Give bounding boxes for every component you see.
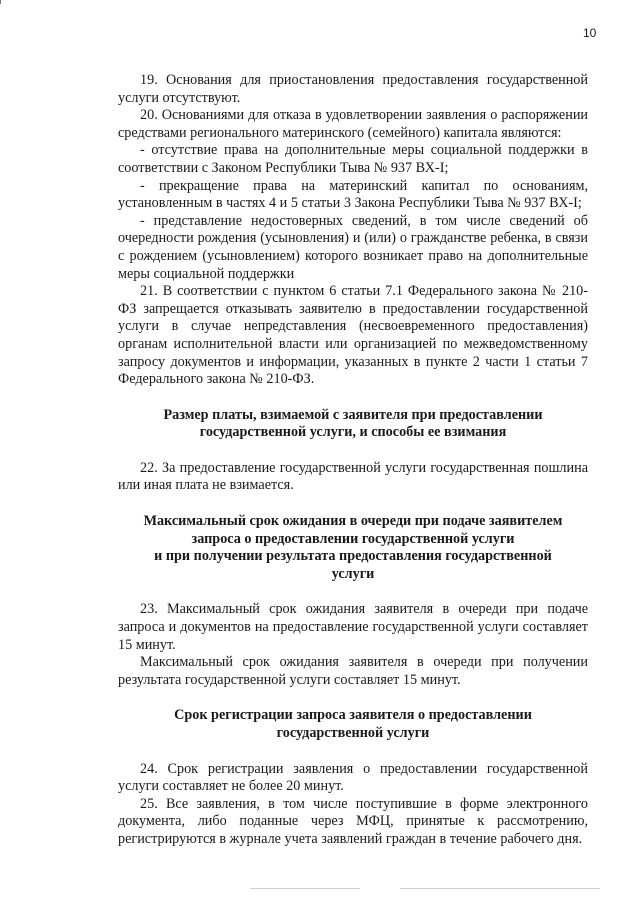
spacer: [118, 442, 588, 460]
heading-queue-line-4: услуги: [331, 565, 375, 582]
paragraph-19: 19. Основания для приостановления предоставления государственной услуги отсутствуют.: [118, 72, 588, 106]
paragraph-22: 22. За предоставление государственной услуги государственная пошлина или иная плата не взимается.: [118, 459, 588, 494]
paragraph-20-item-1: - отсутствие права на дополнительные меры социальной поддержки в соответствии с Законом Республики Тыва № 937 ВХ-I;: [118, 142, 588, 176]
spacer: [118, 583, 588, 601]
page-number: 10: [583, 26, 597, 40]
paragraph-24: 24. Срок регистрации заявления о предоставлении государственной услуги составляет не более 20 минут.: [118, 760, 588, 795]
paragraph-20-item-2: - прекращение права на материнский капитал по основаниям, установленным в частях 4 и 5 статьи 3 Закона Республики Тыва № 937 ВХ-I;: [118, 177, 588, 212]
document-body: [118, 72, 588, 849]
spacer: [118, 743, 588, 761]
heading-registration-line-2: государственной услуги: [276, 725, 430, 741]
heading-fee-line-2: государственной услуги, и способы ее взимания: [199, 424, 507, 441]
heading-queue: [118, 513, 588, 583]
paragraph-23: 23. Максимальный срок ожидания заявителя в очереди при подаче запроса и документов на предоставление государственной услуги составляет 15 минут.: [118, 601, 588, 653]
paragraph-20-item-3: - представление недостоверных сведений, в том числе сведений об очередности рождения (усыновления) и (или) о гражданстве ребенка, в связи с рождением (усыновлением) которого возникает право на дополнительные меры социальной поддержки: [118, 212, 588, 282]
heading-registration: [118, 707, 588, 742]
spacer: [118, 689, 588, 707]
heading-queue-line-1: Максимальный срок ожидания в очереди при подаче заявителем: [143, 513, 563, 530]
paragraph-20: 20. Основаниями для отказа в удовлетворении заявления о распоряжении средствами регионального материнского (семейного) капитала являются:: [118, 107, 588, 141]
heading-fee: [118, 407, 588, 442]
spacer: [118, 389, 588, 407]
paragraph-21: 21. В соответствии с пунктом 6 статьи 7.1 Федерального закона № 210-ФЗ запрещается отказывать заявителю в предоставлении государственной услуги в случае непредставления (несвоевременного предоставления) органам исполнительной власти или организацией по межведомственному запросу документов и информации, указанных в пункте 2 части 1 статьи 7 Федерального закона № 210-ФЗ.: [118, 283, 588, 388]
spacer: [118, 495, 588, 513]
heading-queue-line-2: запроса о предоставлении государственной услуги: [191, 530, 515, 547]
scan-artifact-line: [250, 888, 360, 889]
paragraph-23-b: Максимальный срок ожидания заявителя в очереди при получении результата государственной услуги составляет 15 минут.: [118, 654, 588, 688]
scan-artifact-line: [400, 888, 600, 889]
paragraph-25: 25. Все заявления, в том числе поступившие в форме электронного документа, либо поданные через МФЦ, принятые к рассмотрению, регистрируются в журнале учета заявлений граждан в течение рабочего дня.: [118, 795, 588, 847]
heading-queue-line-3: и при получении результата предоставления государственной: [154, 548, 552, 565]
heading-fee-line-1: Размер платы, взимаемой с заявителя при предоставлении: [163, 406, 543, 423]
scan-edge-mark: [0, 0, 1, 4]
heading-registration-line-1: Срок регистрации запроса заявителя о предоставлении: [174, 707, 532, 724]
